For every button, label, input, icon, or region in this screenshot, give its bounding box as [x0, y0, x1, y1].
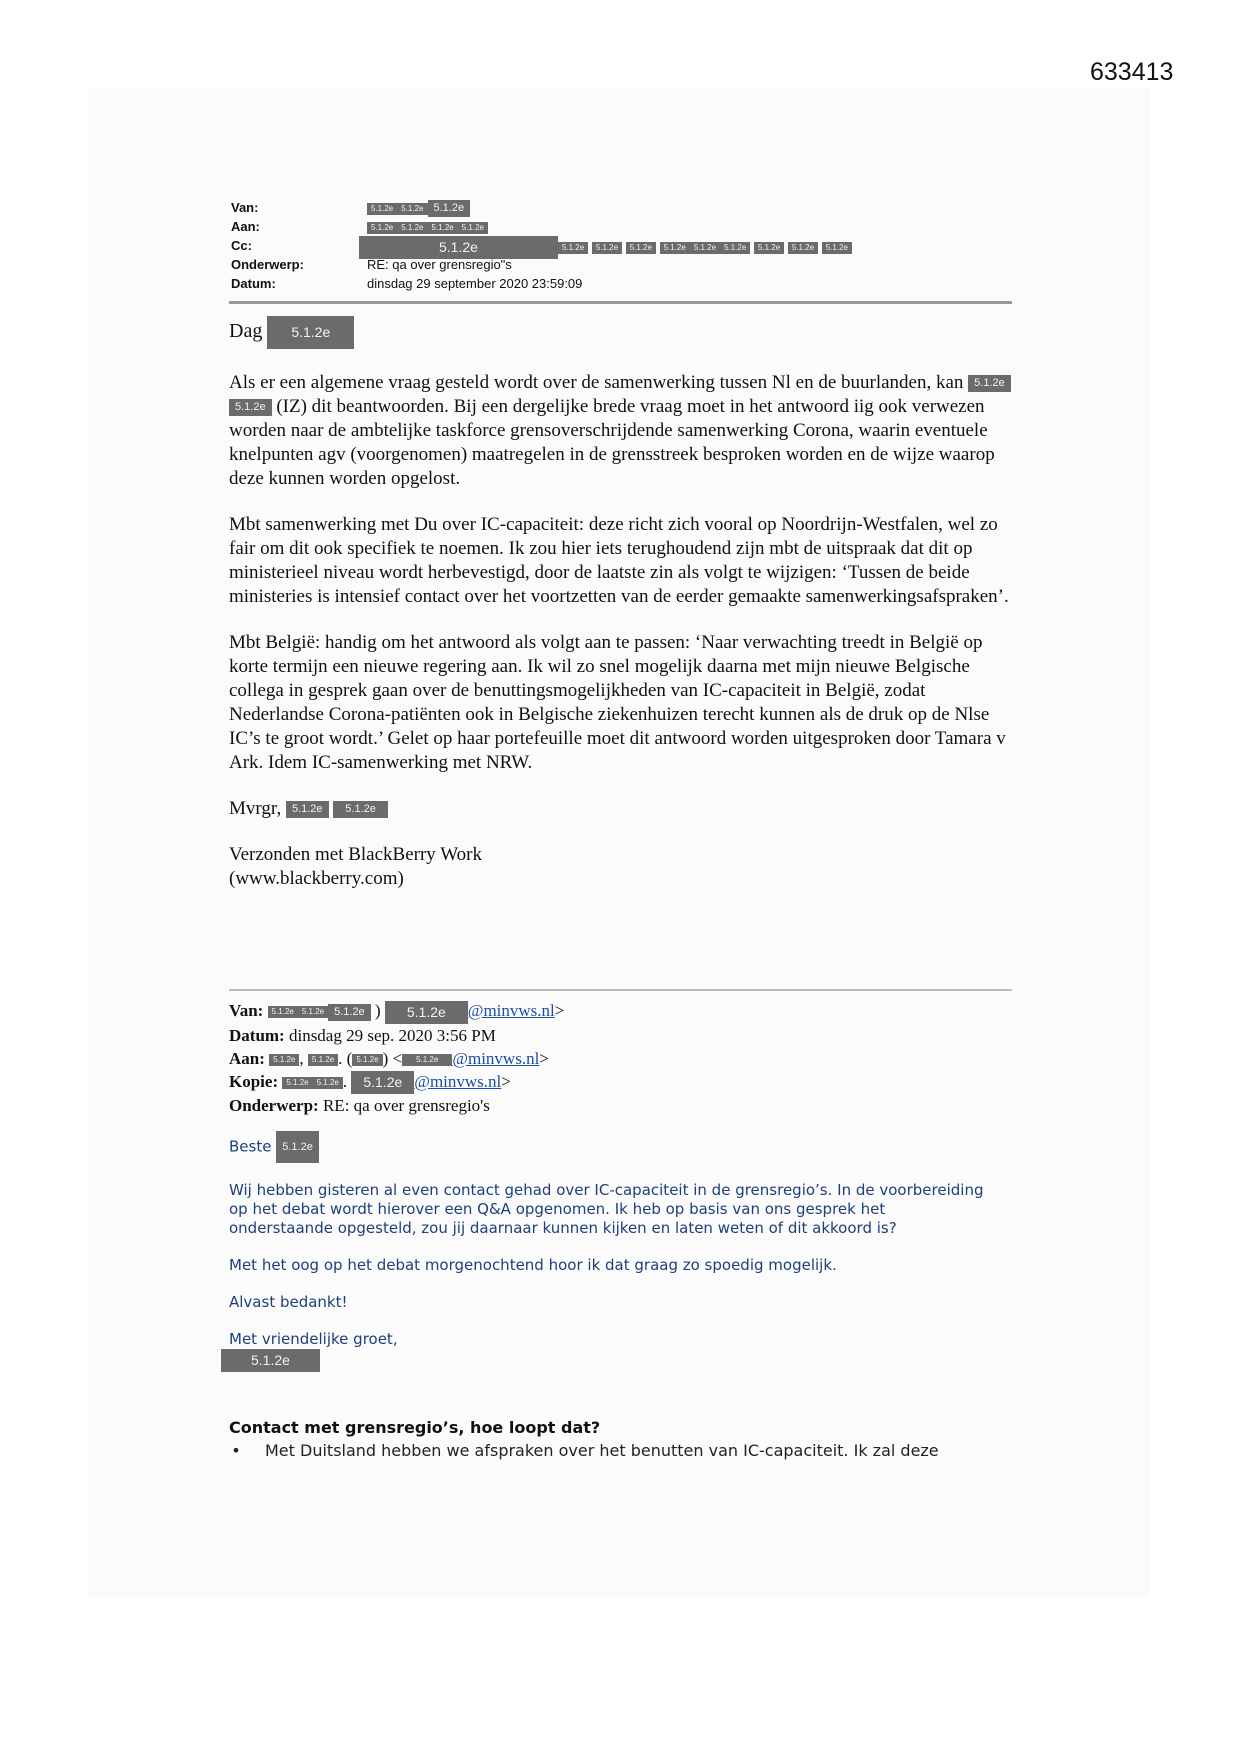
header-cc-row: [231, 236, 1011, 255]
redaction-box: 5.1.2e: [282, 1077, 312, 1089]
redaction-box: 5.1.2e: [221, 1349, 320, 1372]
paragraph-1: [229, 371, 1019, 491]
qa-bullet-text: Met Duitsland hebben we afspraken over het benutten van IC-capaciteit. Ik zal deze: [265, 1441, 939, 1460]
header-aan-row: [231, 217, 1011, 236]
qa-title: Contact met grensregio’s, hoe loopt dat?: [229, 1418, 601, 1437]
signature-block: [229, 843, 1019, 891]
paragraph-1-part-b: (IZ) dit beantwoorden. Bij een dergelijke brede vraag moet in het antwoord iig ook verwezen worden naar de ambtelijke taskforce grensoverschrijdende samenwerking Corona, waarin eventuele knelpunten agv (voorgenomen) maatregelen in de grensstreek besproken worden en de wijze waarop deze kunnen worden opgelost.: [229, 396, 995, 489]
header-divider: [229, 301, 1012, 304]
redaction-box: 5.1.2e: [367, 222, 397, 234]
email-link[interactable]: @minvws.nl: [414, 1071, 502, 1091]
mail-greeting: [229, 1131, 989, 1163]
redaction-box: 5.1.2e: [229, 399, 272, 416]
redaction-box: 5.1.2e: [558, 242, 588, 254]
header-datum-value: dinsdag 29 september 2020 23:59:09: [367, 276, 583, 291]
header-cc-label: Cc:: [231, 238, 252, 253]
redaction-box: 5.1.2e: [308, 1054, 338, 1066]
email-link[interactable]: @minvws.nl: [467, 1001, 555, 1020]
redaction-box: 5.1.2e: [458, 222, 488, 234]
redaction-box: 5.1.2e: [822, 242, 852, 254]
document-number: 633413: [1090, 58, 1174, 86]
signature-line-2: (www.blackberry.com): [229, 868, 404, 889]
qa-bullet-item: [229, 1441, 1019, 1460]
header-datum-row: [231, 274, 1011, 293]
closing-line: [229, 797, 1019, 821]
redaction-box: 5.1.2e: [428, 222, 458, 234]
signature-line-1: Verzonden met BlackBerry Work: [229, 844, 482, 865]
redaction-box: 5.1.2e: [592, 242, 622, 254]
header-datum-label: Datum:: [231, 276, 276, 291]
fwd-van-row: Van: 5.1.2e 5.1.2e 5.1.2e ) 5.1.2e @minvws.nl>: [229, 999, 1019, 1024]
redaction-box: 5.1.2e: [402, 1054, 452, 1066]
greeting-line: [229, 316, 1019, 349]
redaction-box: 5.1.2e: [269, 1054, 299, 1066]
redaction-box: 5.1.2e: [397, 222, 427, 234]
redaction-box: 5.1.2e: [286, 801, 329, 818]
header-onderwerp-label: Onderwerp:: [231, 257, 304, 272]
redaction-box: 5.1.2e: [754, 242, 784, 254]
redaction-box: 5.1.2e: [626, 242, 656, 254]
fwd-datum-label: Datum:: [229, 1025, 285, 1045]
fwd-onderwerp-label: Onderwerp:: [229, 1096, 319, 1116]
fwd-van-label: Van:: [229, 1001, 264, 1020]
redaction-box: 5.1.2e: [276, 1131, 319, 1163]
redaction-box: 5.1.2e: [660, 242, 690, 254]
redaction-box: 5.1.2e: [351, 1071, 414, 1094]
redaction-box: 5.1.2e: [690, 242, 720, 254]
header-onderwerp-value: RE: qa over grensregio"s: [367, 257, 512, 272]
fwd-aan-label: Aan:: [229, 1048, 265, 1068]
fwd-onderwerp-row: [229, 1094, 1019, 1117]
closing-text: Mvrgr,: [229, 798, 282, 819]
redaction-box: 5.1.2e: [333, 801, 388, 818]
fwd-kopie-row: Kopie: 5.1.2e 5.1.2e . 5.1.2e @minvws.nl>: [229, 1070, 1019, 1095]
fwd-aan-row: Aan: 5.1.2e , 5.1.2e . ( 5.1.2e ) < 5.1.2e @minvws.nl>: [229, 1048, 549, 1068]
header-van-label: Van:: [231, 200, 259, 215]
redaction-box: 5.1.2e: [268, 1006, 298, 1018]
forward-divider: [229, 989, 1012, 991]
redaction-box: 5.1.2e: [968, 375, 1011, 392]
email-header: [231, 198, 1011, 293]
redaction-box: 5.1.2e: [298, 1006, 328, 1018]
redaction-box: 5.1.2e: [328, 1004, 371, 1021]
mail-paragraph-1: Wij hebben gisteren al even contact gehad over IC-capaciteit in de grensregio’s. In de voorbereiding op het debat wordt hierover een Q&A opgenomen. Ik heb op basis van ons gesprek het onderstaande opgesteld, zou jij daarnaar kunnen kijken en laten weten of dit akkoord is?: [229, 1181, 984, 1237]
fwd-onderwerp-value: RE: qa over grensregio's: [322, 1096, 490, 1116]
paragraph-2: Mbt samenwerking met Du over IC-capaciteit: deze richt zich vooral op Noordrijn-Westfalen, wel zo fair om dit ook specifiek te noemen. Ik zou hier iets terughoudend zijn mbt de uitspraak dat dit op ministerieel niveau wordt herbevestigd, door de laatste zin als volgt te wijzigen: ‘Tussen de beide ministeries is intensief contact over het voortzetten van de eerder gemaakte samenwerkingsafspraken’.: [229, 514, 1009, 607]
header-onderwerp-row: [231, 255, 1011, 274]
qa-section: [229, 1418, 1019, 1460]
fwd-kopie-label: Kopie:: [229, 1071, 279, 1091]
email-link[interactable]: @minvws.nl: [452, 1048, 540, 1068]
mail-closing: [229, 1330, 989, 1372]
email-body: [229, 316, 1019, 913]
paragraph-3: Mbt België: handig om het antwoord als volgt aan te passen: ‘Naar verwachting treedt in België op korte termijn een nieuwe regering aan. Ik wil zo snel mogelijk daarna met mijn nieuwe Belgische collega in gesprek gaan over de benuttingsmogelijkheden van IC-capaciteit in België, zodat Nederlandse Corona-patiënten ook in Belgische ziekenhuizen terecht kunnen als de druk op de Nlse IC’s te groot wordt.’ Gelet op haar portefeuille moet dit antwoord worden uitgesproken door Tamara v Ark. Idem IC-samenwerking met NRW.: [229, 632, 1006, 773]
bullet-icon: •: [231, 1441, 241, 1460]
redaction-box: 5.1.2e: [720, 242, 750, 254]
redaction-box: 5.1.2e: [313, 1077, 343, 1089]
paragraph-1-part-a: Als er een algemene vraag gesteld wordt over de samenwerking tussen Nl en de buurlanden, kan: [229, 372, 964, 393]
fwd-datum-row: [229, 1024, 1019, 1047]
forwarded-header: [229, 999, 1019, 1117]
header-van-row: [231, 198, 1011, 217]
redaction-box: 5.1.2e: [428, 200, 471, 217]
redaction-box: 5.1.2e: [367, 203, 397, 215]
redaction-box: 5.1.2e: [352, 1054, 382, 1066]
fwd-datum-value: dinsdag 29 sep. 2020 3:56 PM: [288, 1025, 496, 1045]
redaction-box: 5.1.2e: [359, 236, 558, 259]
forwarded-message: [229, 1131, 989, 1390]
mail-paragraph-3: Alvast bedankt!: [229, 1293, 348, 1311]
redaction-box: 5.1.2e: [788, 242, 818, 254]
mail-paragraph-2: Met het oog op het debat morgenochtend hoor ik dat graag zo spoedig mogelijk.: [229, 1256, 837, 1274]
mail-greeting-text: Beste: [229, 1137, 272, 1156]
mail-closing-text: Met vriendelijke groet,: [229, 1330, 398, 1348]
greeting-text: Dag: [229, 320, 263, 343]
redaction-box: 5.1.2e: [385, 1001, 468, 1024]
redaction-box: 5.1.2e: [397, 203, 427, 215]
header-aan-label: Aan:: [231, 219, 260, 234]
redaction-box: 5.1.2e: [267, 316, 354, 349]
